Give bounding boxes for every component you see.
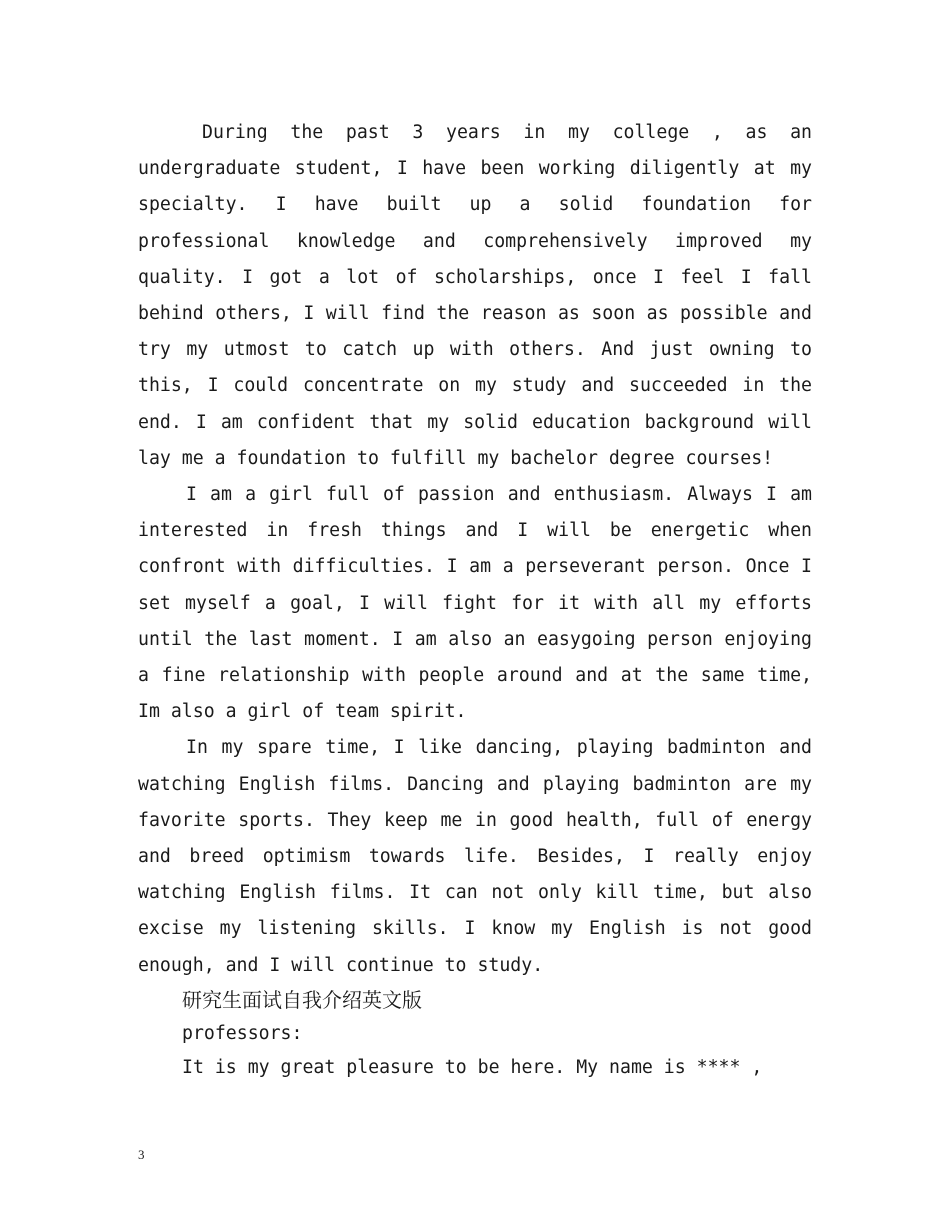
- page-number: 3: [138, 1147, 145, 1162]
- paragraph-personality: I am a girl full of passion and enthusiasm. Always I am interested in fresh things and I will be energetic when confront with difficulties. I am a perseverant person. Once I set myself a goal, I will fight for it with all my efforts until the last moment. I am also an easygoing person enjoying a fine relationship with people around and at the same time, Im also a girl of team spirit.: [138, 484, 812, 723]
- paragraph-introduction: It is my great pleasure to be here. My name is **** ,: [182, 1056, 763, 1078]
- document-body: [138, 115, 812, 1086]
- paragraph-college: During the past 3 years in my college , as an undergraduate student, I have been working diligently at my specialty. I have built up a solid foundation for professional knowledge and comprehensively improved my quality. I got a lot of scholarships, once I feel I fall behind others, I will find the reason as soon as possible and try my utmost to catch up with others. And just owning to this, I could concentrate on my study and succeeded in the end. I am confident that my solid education background will lay me a foundation to fulfill my bachelor degree courses!: [138, 122, 812, 469]
- greeting-line: professors:: [182, 1022, 303, 1044]
- paragraph-hobbies: In my spare time, I like dancing, playing badminton and watching English films. Dancing and playing badminton are my favorite sports. They keep me in good health, full of energy and breed optimism towards life. Besides, I really enjoy watching English films. It can not only kill time, but also excise my listening skills. I know my English is not good enough, and I will continue to study.: [138, 737, 812, 976]
- section-heading: 研究生面试自我介绍英文版: [182, 987, 422, 1012]
